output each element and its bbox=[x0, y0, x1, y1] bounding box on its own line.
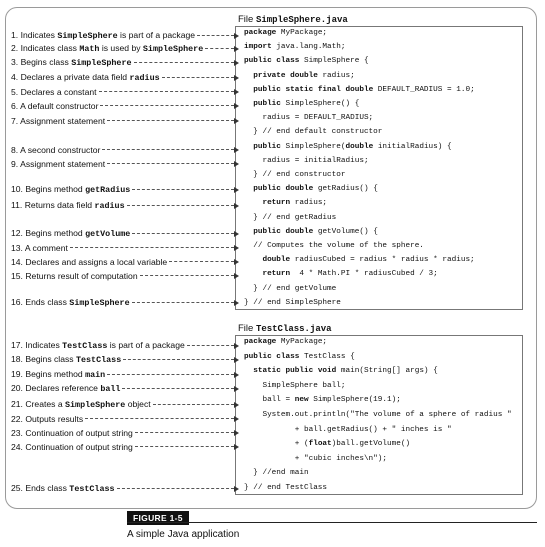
annotation-text bbox=[11, 145, 100, 155]
annotation-label bbox=[11, 199, 239, 212]
annotation-label bbox=[11, 157, 239, 170]
arrowhead-icon bbox=[234, 486, 239, 492]
code-text bbox=[244, 199, 262, 207]
leader-line bbox=[102, 149, 234, 150]
code-keyword: public double bbox=[253, 185, 314, 194]
annotation-number: 4. bbox=[11, 72, 21, 82]
code-line bbox=[244, 424, 452, 437]
leader-line bbox=[140, 275, 234, 276]
code-line bbox=[244, 453, 387, 466]
code-text: ball = bbox=[244, 396, 295, 405]
annotation-number: 22. bbox=[11, 413, 26, 424]
annotation-prefix: Declares reference bbox=[25, 383, 101, 393]
code-text: + "cubic inches\n"); bbox=[244, 454, 388, 463]
leader-line bbox=[117, 488, 234, 489]
code-keyword: private double bbox=[253, 71, 318, 80]
annotation-text bbox=[11, 340, 185, 351]
code-keyword: return bbox=[262, 199, 291, 208]
annotation-identifier: TestClass bbox=[75, 355, 122, 365]
arrowhead-icon bbox=[234, 416, 239, 422]
code-text: SimpleSphere(19.1); bbox=[308, 396, 401, 405]
annotation-text bbox=[11, 57, 132, 68]
code-keyword: public class bbox=[244, 352, 300, 361]
code-text: } // end constructor bbox=[244, 171, 346, 179]
leader-line bbox=[153, 404, 234, 405]
annotation-prefix: A default constructor bbox=[20, 100, 99, 111]
annotation-label bbox=[11, 143, 239, 156]
code-keyword: import bbox=[244, 43, 272, 52]
annotation-number: 10. bbox=[11, 184, 26, 194]
annotation-label bbox=[11, 85, 239, 98]
arrowhead-icon bbox=[234, 245, 239, 251]
annotation-text bbox=[11, 184, 130, 195]
leader-line bbox=[135, 446, 234, 447]
code-text: } // end getVolume bbox=[244, 284, 337, 293]
code-line bbox=[244, 283, 336, 296]
annotation-number: 11. bbox=[11, 200, 25, 210]
file2-title bbox=[238, 323, 332, 334]
annotation-number: 14. bbox=[11, 256, 26, 267]
code-text: radiusCubed = radius * radius * radius; bbox=[290, 256, 475, 265]
annotation-label bbox=[11, 440, 239, 453]
annotation-number: 9. bbox=[11, 158, 21, 169]
code-text: radius = DEFAULT_RADIUS; bbox=[244, 114, 374, 123]
code-line bbox=[244, 297, 341, 310]
leader-line bbox=[187, 345, 234, 346]
code-keyword: return bbox=[262, 270, 291, 279]
code-line bbox=[244, 240, 424, 253]
code-line bbox=[244, 482, 327, 495]
arrowhead-icon bbox=[234, 33, 239, 39]
annotation-text bbox=[11, 271, 138, 281]
code-text bbox=[244, 367, 253, 375]
code-text: TestClass { bbox=[299, 352, 355, 361]
code-keyword: float bbox=[308, 440, 332, 449]
annotation-label bbox=[11, 183, 239, 196]
arrowhead-icon bbox=[234, 203, 239, 209]
annotation-suffix: object bbox=[125, 399, 151, 409]
arrowhead-icon bbox=[234, 372, 239, 378]
code-line bbox=[244, 27, 327, 40]
annotation-label bbox=[11, 42, 239, 55]
annotation-suffix: is part of a package bbox=[107, 340, 185, 350]
annotation-number: 3. bbox=[11, 57, 21, 67]
code-text: SimpleSphere { bbox=[299, 57, 369, 66]
annotation-identifier: Math bbox=[79, 44, 100, 54]
code-keyword: double bbox=[345, 142, 374, 151]
annotation-text bbox=[11, 101, 98, 111]
code-line bbox=[244, 394, 401, 407]
annotation-prefix: Begins method bbox=[25, 228, 86, 238]
code-line bbox=[244, 70, 355, 83]
annotation-number: 18. bbox=[11, 354, 26, 364]
annotation-identifier: getVolume bbox=[85, 229, 131, 239]
arrowhead-icon bbox=[234, 259, 239, 265]
code-line bbox=[244, 183, 378, 196]
code-text: SimpleSphere( bbox=[280, 142, 346, 151]
annotation-label bbox=[11, 339, 239, 352]
annotation-identifier: TestClass bbox=[62, 341, 108, 351]
annotation-number: 12. bbox=[11, 228, 26, 238]
annotation-prefix: Indicates bbox=[25, 340, 63, 350]
annotation-label bbox=[11, 114, 239, 127]
annotation-label bbox=[11, 412, 239, 425]
annotation-text bbox=[11, 369, 105, 380]
code-text: + ball.getRadius() + " inches is " bbox=[244, 425, 452, 434]
leader-line bbox=[135, 432, 234, 433]
code-line bbox=[244, 169, 346, 182]
leader-line bbox=[205, 48, 234, 49]
arrowhead-icon bbox=[234, 402, 239, 408]
annotation-number: 25. bbox=[11, 483, 26, 493]
code-text: } // end SimpleSphere bbox=[244, 298, 341, 307]
code-keyword: new bbox=[294, 396, 309, 405]
annotation-prefix: Begins method bbox=[25, 184, 86, 194]
code-text: } //end main bbox=[244, 469, 309, 478]
annotation-text bbox=[11, 200, 125, 211]
leader-line bbox=[132, 302, 234, 303]
annotation-number: 6. bbox=[11, 100, 21, 111]
annotation-number: 2. bbox=[11, 43, 21, 53]
annotation-number: 23. bbox=[11, 427, 26, 438]
file2-title-name: TestClass.java bbox=[255, 324, 332, 334]
code-text bbox=[244, 86, 253, 94]
annotation-prefix: A second constructor bbox=[20, 144, 101, 155]
annotation-label bbox=[11, 241, 239, 254]
annotation-text bbox=[11, 383, 120, 394]
code-text: main(String[] args) { bbox=[336, 367, 438, 376]
file1-title bbox=[238, 14, 348, 25]
annotation-identifier: SimpleSphere bbox=[142, 44, 204, 54]
arrowhead-icon bbox=[234, 187, 239, 193]
code-line bbox=[244, 438, 410, 451]
leader-line bbox=[132, 189, 234, 190]
arrowhead-icon bbox=[234, 231, 239, 237]
code-keyword: double bbox=[262, 256, 291, 265]
annotation-prefix: Ends class bbox=[25, 297, 70, 307]
code-keyword: public bbox=[253, 142, 281, 151]
annotation-text bbox=[11, 297, 130, 308]
code-line bbox=[244, 55, 369, 68]
code-line bbox=[244, 380, 346, 393]
annotation-identifier: ball bbox=[100, 384, 121, 394]
leader-line bbox=[107, 163, 234, 164]
code-keyword: public double bbox=[253, 227, 314, 236]
arrowhead-icon bbox=[234, 430, 239, 436]
code-text: SimpleSphere() { bbox=[280, 100, 360, 108]
annotation-label bbox=[11, 296, 239, 309]
annotation-number: 5. bbox=[11, 86, 21, 97]
annotation-number: 7. bbox=[11, 115, 21, 126]
annotation-number: 13. bbox=[11, 242, 25, 253]
code-text: DEFAULT_RADIUS = 1.0; bbox=[373, 85, 475, 94]
leader-line bbox=[85, 418, 234, 419]
annotation-label bbox=[11, 255, 239, 268]
code-line bbox=[244, 197, 327, 210]
annotation-text bbox=[11, 116, 105, 126]
code-text: } // end getRadius bbox=[244, 213, 337, 222]
annotation-prefix: Ends class bbox=[25, 483, 70, 493]
code-line bbox=[244, 84, 475, 97]
code-keyword: public bbox=[253, 100, 281, 108]
annotation-identifier: radius bbox=[94, 201, 125, 211]
leader-line bbox=[132, 233, 234, 234]
code-text: initialRadius) { bbox=[373, 142, 452, 151]
annotation-identifier: SimpleSphere bbox=[65, 400, 126, 410]
code-text: radius; bbox=[290, 199, 328, 208]
code-text: SimpleSphere ball; bbox=[244, 381, 346, 390]
annotation-number: 15. bbox=[11, 270, 26, 281]
code-line bbox=[244, 226, 378, 239]
annotation-label bbox=[11, 368, 239, 381]
annotation-prefix: Continuation of output string bbox=[25, 441, 133, 452]
annotation-label bbox=[11, 382, 239, 395]
code-line bbox=[244, 336, 327, 349]
code-line bbox=[244, 254, 475, 267]
annotation-text bbox=[11, 228, 130, 239]
arrowhead-icon bbox=[234, 103, 239, 109]
arrowhead-icon bbox=[234, 118, 239, 124]
code-line bbox=[244, 112, 373, 125]
leader-line bbox=[197, 35, 234, 36]
leader-line bbox=[123, 359, 234, 360]
code-text: } // end TestClass bbox=[244, 484, 328, 492]
annotation-identifier: radius bbox=[129, 73, 160, 83]
code-text: getVolume() { bbox=[313, 227, 378, 236]
code-line bbox=[244, 409, 512, 422]
annotation-suffix: is part of a package bbox=[117, 30, 196, 40]
figure-rule bbox=[127, 522, 537, 523]
leader-line bbox=[107, 374, 234, 375]
arrowhead-icon bbox=[234, 273, 239, 279]
code-text: radius; bbox=[317, 71, 355, 80]
code-text: java.lang.Math; bbox=[271, 43, 346, 52]
arrowhead-icon bbox=[234, 75, 239, 81]
annotation-identifier: SimpleSphere bbox=[71, 58, 132, 68]
annotation-number: 20. bbox=[11, 383, 26, 393]
code-text bbox=[244, 256, 262, 264]
code-text: 4 * Math.PI * radiusCubed / 3; bbox=[290, 270, 438, 279]
annotation-prefix: Continuation of output string bbox=[25, 427, 133, 438]
code-keyword: static public void bbox=[253, 367, 337, 376]
annotation-identifier: SimpleSphere bbox=[69, 298, 130, 308]
annotation-label bbox=[11, 56, 239, 69]
figure-caption: A simple Java application bbox=[127, 529, 240, 540]
file1-title-name: SimpleSphere.java bbox=[255, 15, 348, 25]
annotation-prefix: Outputs results bbox=[25, 413, 84, 424]
code-text bbox=[244, 270, 262, 278]
code-keyword: public class bbox=[244, 57, 300, 66]
arrowhead-icon bbox=[234, 161, 239, 167]
leader-line bbox=[107, 120, 234, 121]
annotation-prefix: Returns data field bbox=[24, 200, 95, 210]
file1-title-prefix: File bbox=[238, 14, 256, 25]
annotation-text bbox=[11, 414, 83, 424]
annotation-number: 8. bbox=[11, 144, 21, 155]
arrowhead-icon bbox=[234, 357, 239, 363]
annotation-number: 24. bbox=[11, 441, 26, 452]
annotation-text bbox=[11, 243, 68, 253]
code-keyword: package bbox=[244, 29, 277, 37]
annotation-identifier: main bbox=[85, 370, 106, 380]
annotation-text bbox=[11, 428, 133, 438]
leader-line bbox=[169, 261, 234, 262]
annotation-prefix: A comment bbox=[24, 242, 68, 253]
leader-line bbox=[70, 247, 234, 248]
annotation-identifier: SimpleSphere bbox=[57, 31, 118, 41]
leader-line bbox=[127, 205, 234, 206]
code-keyword: package bbox=[244, 338, 277, 346]
code-text bbox=[244, 72, 253, 80]
annotation-number: 21. bbox=[11, 399, 26, 409]
annotation-prefix: Begins class bbox=[20, 57, 72, 67]
code-text: + ( bbox=[244, 440, 309, 449]
annotation-prefix: Indicates bbox=[20, 30, 58, 40]
annotation-label bbox=[11, 269, 239, 282]
code-text bbox=[244, 228, 253, 236]
arrowhead-icon bbox=[234, 444, 239, 450]
annotation-prefix: Declares and assigns a local variable bbox=[25, 256, 168, 267]
leader-line bbox=[99, 91, 234, 92]
leader-line bbox=[134, 62, 234, 63]
code-text: MyPackage; bbox=[276, 338, 328, 346]
annotation-label bbox=[11, 29, 239, 42]
arrowhead-icon bbox=[234, 46, 239, 52]
code-text bbox=[244, 100, 253, 108]
code-keyword: public static final double bbox=[253, 85, 374, 94]
code-line bbox=[244, 351, 355, 364]
annotation-prefix: Declares a private data field bbox=[20, 72, 130, 82]
annotation-prefix: Returns result of computation bbox=[25, 270, 138, 281]
code-line bbox=[244, 41, 346, 54]
code-line bbox=[244, 141, 452, 154]
annotation-number: 1. bbox=[11, 30, 21, 40]
code-line bbox=[244, 126, 382, 139]
code-text: // Computes the volume of the sphere. bbox=[244, 242, 424, 250]
code-text: )ball.getVolume() bbox=[331, 440, 411, 449]
annotation-text bbox=[11, 257, 167, 267]
arrowhead-icon bbox=[234, 147, 239, 153]
annotation-label bbox=[11, 71, 239, 84]
code-text bbox=[244, 143, 253, 151]
annotation-text bbox=[11, 483, 115, 494]
annotation-prefix: Creates a bbox=[25, 399, 65, 409]
code-text: getRadius() { bbox=[313, 185, 378, 194]
code-line bbox=[244, 212, 336, 225]
leader-line bbox=[122, 388, 234, 389]
code-text bbox=[244, 185, 253, 193]
code-line bbox=[244, 155, 369, 168]
annotation-number: 17. bbox=[11, 340, 26, 350]
code-line bbox=[244, 98, 359, 111]
leader-line bbox=[162, 77, 234, 78]
annotation-label bbox=[11, 426, 239, 439]
annotation-prefix: Assignment statement bbox=[20, 158, 106, 169]
annotation-number: 16. bbox=[11, 297, 26, 307]
annotation-identifier: getRadius bbox=[85, 185, 131, 195]
arrowhead-icon bbox=[234, 60, 239, 66]
annotation-text bbox=[11, 399, 151, 410]
annotation-text bbox=[11, 159, 105, 169]
annotation-prefix: Declares a constant bbox=[20, 86, 97, 97]
annotation-identifier: TestClass bbox=[69, 484, 115, 494]
file1-code-box bbox=[235, 26, 523, 310]
arrowhead-icon bbox=[234, 89, 239, 95]
figure-label: FIGURE 1-5 bbox=[127, 511, 189, 525]
arrowhead-icon bbox=[234, 386, 239, 392]
leader-line bbox=[100, 105, 234, 106]
annotation-text bbox=[11, 442, 133, 452]
annotation-label bbox=[11, 99, 239, 112]
annotation-text bbox=[11, 43, 203, 54]
code-text: radius = initialRadius; bbox=[244, 156, 369, 165]
code-line bbox=[244, 467, 309, 480]
file2-title-prefix: File bbox=[238, 323, 256, 334]
annotation-prefix: Assignment statement bbox=[20, 115, 106, 126]
arrowhead-icon bbox=[234, 300, 239, 306]
annotation-text bbox=[11, 87, 97, 97]
arrowhead-icon bbox=[234, 343, 239, 349]
code-line bbox=[244, 365, 438, 378]
annotation-label bbox=[11, 482, 239, 495]
annotation-label bbox=[11, 227, 239, 240]
annotation-label bbox=[11, 353, 239, 366]
code-text: System.out.println("The volume of a sphere of radius " bbox=[244, 411, 512, 419]
annotation-label bbox=[11, 398, 239, 411]
annotation-text bbox=[11, 354, 121, 365]
annotation-suffix: is used by bbox=[99, 43, 143, 53]
code-line bbox=[244, 268, 438, 281]
annotation-number: 19. bbox=[11, 369, 26, 379]
annotation-prefix: Begins class bbox=[25, 354, 76, 364]
code-text: MyPackage; bbox=[276, 29, 328, 37]
annotation-text bbox=[11, 30, 195, 41]
code-text: } // end default constructor bbox=[244, 128, 383, 137]
annotation-text bbox=[11, 72, 160, 83]
annotation-prefix: Indicates class bbox=[20, 43, 80, 53]
annotation-prefix: Begins method bbox=[25, 369, 86, 379]
